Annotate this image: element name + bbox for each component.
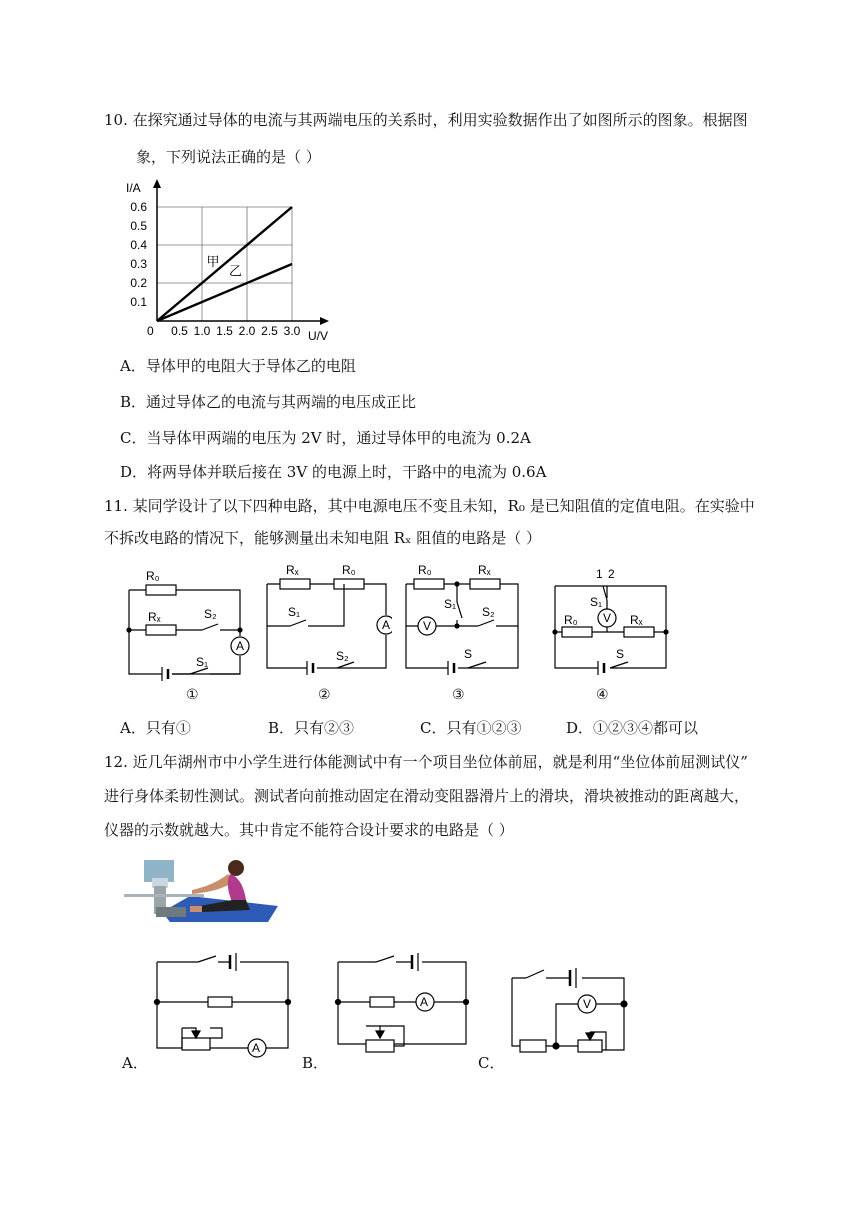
c4-voltmeter-label: V [603,611,612,625]
series-label-2: 乙 [229,263,243,279]
q11-option-a: A．只有① [120,719,191,737]
x-tick-label: 1.5 [216,324,233,338]
c1-ammeter-label: A [236,639,245,653]
q10-option-d: D．将两导体并联后接在 3V 的电源上时，干路中的电流为 0.6A [120,463,547,481]
q11-option-b: B．只有②③ [268,719,355,737]
circuit-1-caption: ① [186,687,199,703]
c2-label-rx: Rₓ [286,563,299,577]
q12-option-c: C． [478,1054,505,1072]
series-line-2 [157,264,292,321]
q10-option-c: C．当导体甲两端的电压为 2V 时，通过导体甲的电流为 0.2A [120,429,531,447]
y-tick-label: 0.2 [130,276,147,290]
circuit-4 [550,564,674,676]
x-tick-label: 1.0 [193,324,211,338]
c3-label-rx: Rₓ [478,563,491,577]
q12-stem-line1: 12. 近几年湖州市中小学生进行体能测试中有一个项目坐位体前屈，就是利用“坐位体前屈测试仪” [104,753,748,771]
c3-label-s1: S₁ [444,597,457,611]
q12-circuit-b [332,946,472,1058]
x-tick-label: 2.0 [238,324,256,338]
x-tick-label: 0.5 [171,324,188,338]
q12-a-ammeter-label: A [252,1041,261,1055]
y-tick-label: 0.1 [130,295,147,309]
x-axis-arrow [320,317,329,325]
q12-stem-line2: 进行身体柔韧性测试。测试者向前推动固定在滑动变阻器滑片上的滑块，滑块被推动的距离越大， [104,787,750,805]
y-tick-label: 0.6 [130,200,147,214]
circuit-4-caption: ④ [596,687,609,703]
origin-label: 0 [147,324,154,338]
current-voltage-graph [112,176,342,346]
sit-and-reach-photo [120,852,280,924]
circuit-3-caption: ③ [452,687,465,703]
c4-label-1: 1 [596,567,603,581]
c1-label-s2: S₂ [204,607,217,621]
c4-label-s: S [616,647,625,661]
y-axis-label: I/A [126,181,141,195]
circuit-1 [124,566,264,682]
c3-label-s2: S₂ [482,605,495,619]
c3-voltmeter-label: V [423,619,432,633]
c1-label-r0: R₀ [146,569,160,583]
q11-stem-line2: 不拆改电路的情况下，能够测量出未知电阻 Rₓ 阻值的电路是（ ） [104,529,541,547]
q12-option-a: A． [122,1054,148,1072]
c3-label-r0: R₀ [418,563,432,577]
q10-stem-line2: 象，下列说法正确的是（ ） [136,148,321,166]
c1-label-s1: S₁ [196,655,209,669]
q11-stem-line1: 11. 某同学设计了以下四种电路，其中电源电压不变且未知，R₀ 是已知阻值的定值电阻。在实验中 [104,497,755,515]
y-tick-label: 0.5 [130,219,147,233]
circuit-2 [262,560,392,676]
c4-label-rx: Rₓ [630,613,643,627]
q10-option-b: B．通过导体乙的电流与其两端的电压成正比 [120,393,417,411]
c1-label-rx: Rₓ [148,610,161,624]
x-axis-label: U/V [308,329,329,343]
q12-stem-line3: 仪器的示数就越大。其中肯定不能符合设计要求的电路是（ ） [104,821,514,839]
c2-ammeter-label: A [382,618,391,632]
c2-label-s2: S₂ [336,649,349,663]
series-label-1: 甲 [206,254,220,269]
c4-label-r0: R₀ [564,613,578,627]
c2-label-r0: R₀ [342,563,356,577]
q12-option-b: B． [302,1054,329,1072]
x-tick-label: 2.5 [261,324,278,338]
c3-label-s: S [464,647,473,661]
y-tick-label: 0.3 [130,257,147,271]
chart-lines [157,207,292,321]
q10-option-a: A．导体甲的电阻大于导体乙的电阻 [120,357,356,375]
x-tick-label: 3.0 [283,324,301,338]
q12-c-voltmeter-label: V [583,997,592,1011]
circuit-2-caption: ② [318,687,331,703]
q11-option-d: D．①②③④都可以 [566,719,699,737]
c4-label-2: 2 [608,567,615,581]
y-tick-label: 0.4 [130,238,147,252]
y-axis-arrow [153,179,161,188]
q12-circuit-a [152,942,297,1058]
q11-option-c: C．只有①②③ [420,719,522,737]
series-line-1 [157,207,292,321]
q12-b-ammeter-label: A [420,995,429,1009]
q12-circuit-c [506,958,630,1058]
q10-stem-line1: 10. 在探究通过导体的电流与其两端电压的关系时，利用实验数据作出了如图所示的图象。根据图 [104,111,748,129]
circuit-3 [400,560,530,676]
c2-label-s1: S₁ [288,605,301,619]
c4-label-s1: S₁ [590,595,603,609]
